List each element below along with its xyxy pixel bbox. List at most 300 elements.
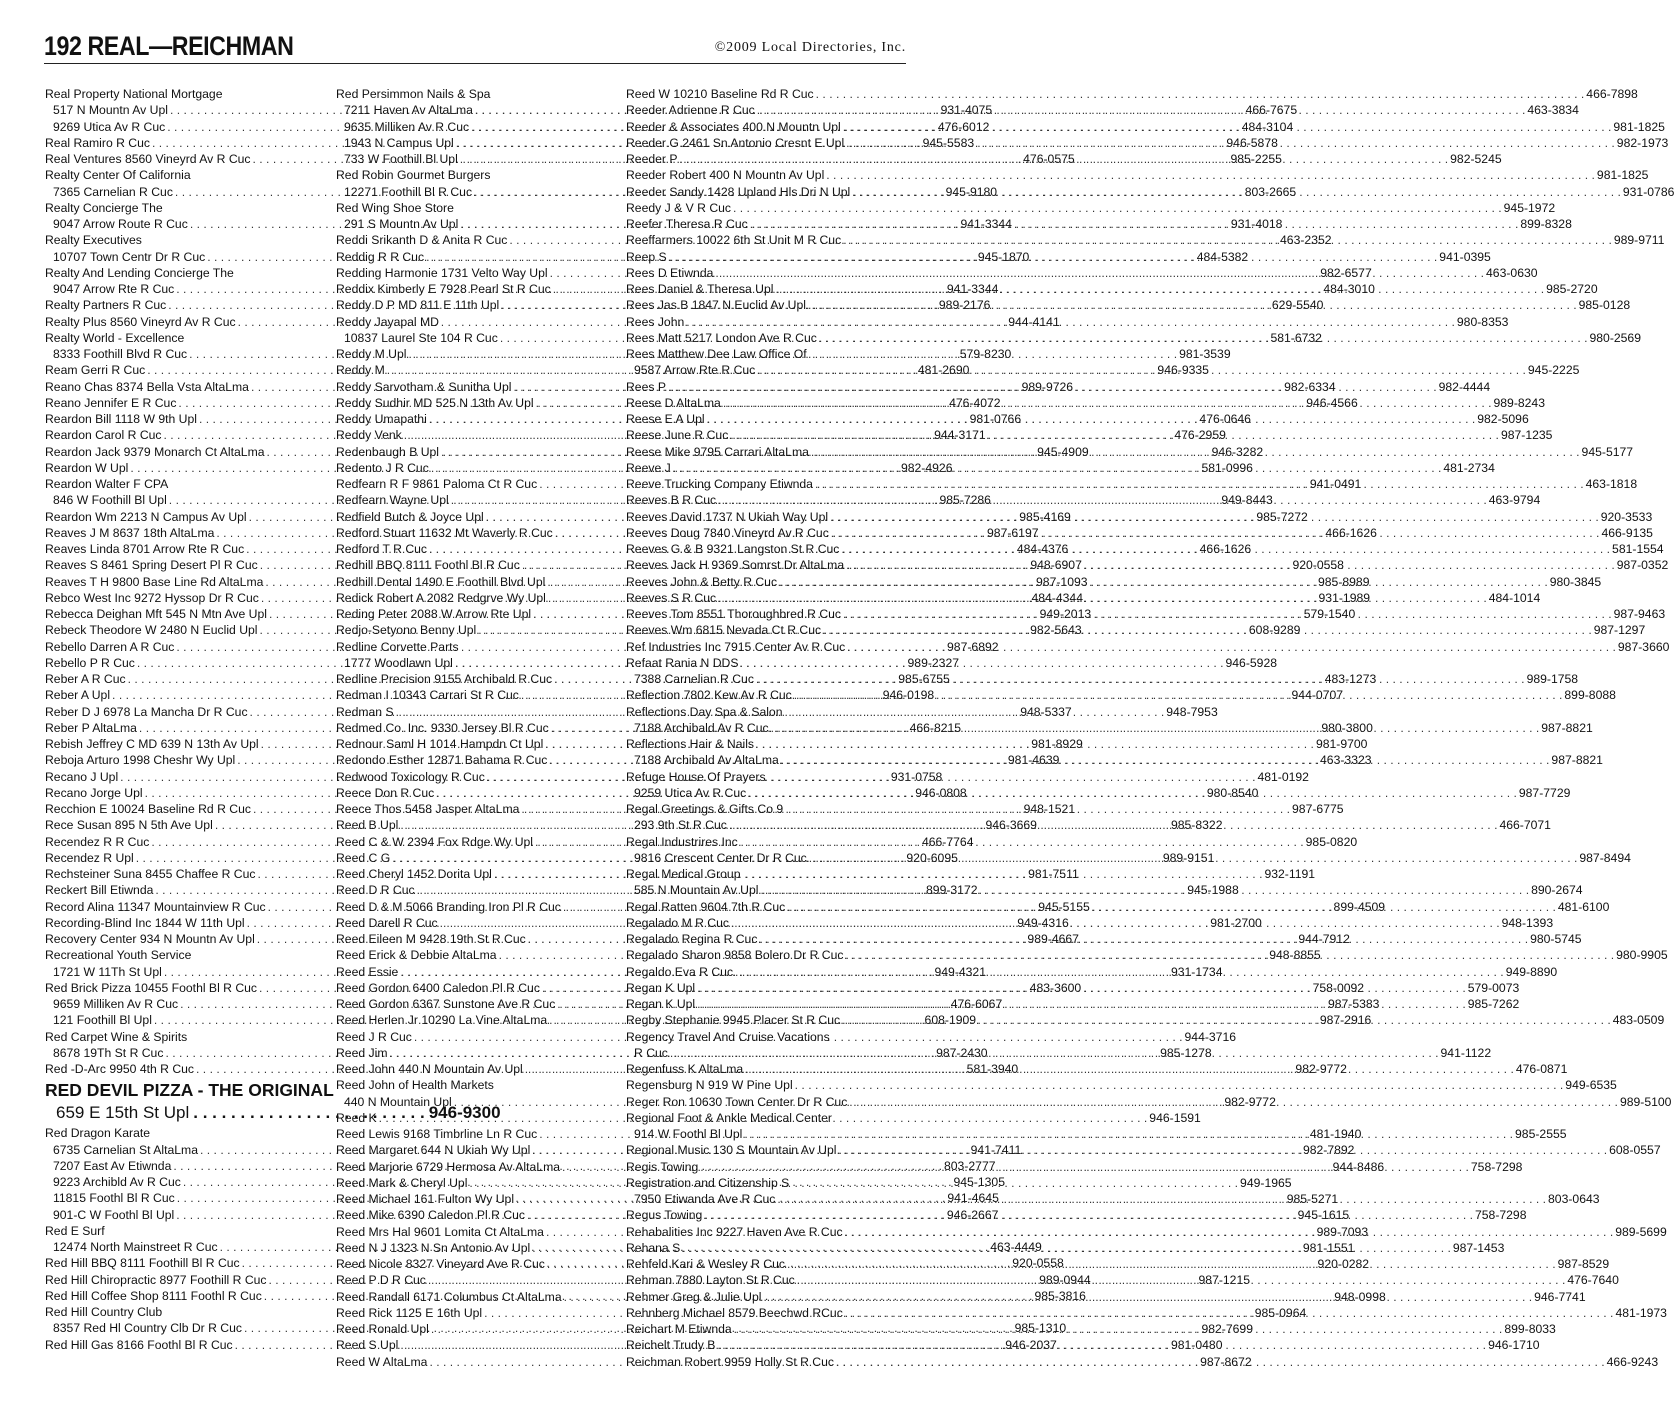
- listing-phone: 581-6732: [1270, 330, 1322, 345]
- listing-name: Reed D R Cuc: [336, 883, 415, 898]
- listing-name: Reed W 10210 Baseline Rd R Cuc: [626, 87, 814, 101]
- listing-phone: 989-2327: [907, 655, 960, 670]
- listing-name: Reaves Linda 8701 Arrow Rte R Cuc: [45, 542, 245, 556]
- listing-name: Reichelt Trudy B: [626, 1338, 716, 1353]
- dot-leader: [843, 1224, 1614, 1240]
- listing-phone: 980-2569: [1589, 330, 1641, 345]
- listing-name: Regaldo Eva R Cuc: [626, 964, 734, 979]
- listing-phone: 944-4141: [1008, 314, 1060, 329]
- listing-phone: 981-3539: [1179, 347, 1231, 361]
- listing-phone: 463-2352: [1280, 233, 1332, 248]
- listing-name: Reger Ron 10630 Town Center Dr R Cuc: [626, 1094, 848, 1109]
- listing-phone: 987-1215: [1198, 1273, 1251, 1288]
- listing-name: Reed Herlen Jr 10290 La Vine AltaLma: [336, 1013, 548, 1028]
- listing-phone: 946-9300: [428, 1103, 501, 1123]
- listing-name: Reed K: [336, 1110, 377, 1125]
- listing-name: Reichman Robert 9959 Holly St R Cuc: [626, 1354, 834, 1369]
- listing-name: Recendez R R Cuc: [45, 834, 150, 849]
- listing-phone: 989-7093: [1316, 1224, 1369, 1239]
- listing-name: Realty Partners R Cuc: [45, 298, 167, 313]
- listing-name: Reed Darell R Cuc: [336, 915, 438, 930]
- listing-phone: 985-1278: [1160, 1045, 1212, 1060]
- listing-phone: 981-1825: [1596, 168, 1649, 183]
- listing-name: Redwood Toxicology R Cuc: [336, 769, 485, 784]
- listing-name: Rehnberg Michael 8579 Beechwd RCuc: [626, 1305, 843, 1320]
- dot-leader: [824, 167, 1595, 183]
- listing-phone: 476-7640: [1567, 1273, 1619, 1288]
- listing-name: Reardon Jack 9379 Monarch Ct AltaLma: [45, 444, 265, 459]
- listing-heading: [45, 265, 316, 281]
- listing-address: 585 N Mountain Av Upl: [634, 883, 759, 898]
- listing-address: 8678 19Th St R Cuc: [53, 1045, 164, 1060]
- listing-phone: 981-0480: [1170, 1338, 1223, 1353]
- listing-name: Reddy D P MD 811 E 11th Upl: [336, 298, 500, 313]
- listing-phone: 987-1093: [1036, 574, 1088, 589]
- listing-name: Rebecca Deighan Mft 545 N Mtn Ave Upl: [45, 607, 267, 621]
- listing-name: Reeves B R Cuc: [626, 493, 717, 508]
- listing-heading: [626, 736, 897, 752]
- listing-phone: 987-1453: [1452, 1240, 1505, 1255]
- listing-name: Regus Towing: [626, 1208, 703, 1223]
- listing-name: Rebello Darren A R Cuc: [45, 639, 175, 654]
- listing-phone: 989-0944: [1039, 1272, 1091, 1287]
- listing-phone: 945-1615: [1297, 1208, 1350, 1223]
- listing-phone: 989-5699: [1615, 1224, 1667, 1239]
- listing-name: Reckert Bill Etiwnda: [45, 883, 154, 898]
- listing-phone: 989-9726: [1021, 379, 1074, 394]
- listing-name: Reber P AltaLma: [45, 720, 137, 735]
- listing-phone: 981-7511: [1028, 867, 1079, 881]
- listing-name: Regal Medical Group: [626, 867, 741, 881]
- listing-phone: 982-9772: [1224, 1094, 1276, 1109]
- listing-phone: 899-8328: [1520, 217, 1572, 231]
- listing-heading: [45, 1029, 316, 1045]
- listing-address: 291 S Mountn Av Upl: [344, 217, 459, 231]
- listing-phone: 987-8821: [1541, 720, 1593, 735]
- listing-heading: [626, 1029, 897, 1045]
- listing-phone: 463-3323: [1320, 753, 1372, 768]
- listing-phone: 948-6907: [1030, 558, 1082, 573]
- listing-phone: 948-5337: [1020, 704, 1072, 719]
- listing-heading: [336, 200, 607, 216]
- listing-phone: 946-1591: [1149, 1110, 1201, 1125]
- listing-name: Reed Eileen M 9428 19th St R Cuc: [336, 932, 526, 946]
- listing-name: Reece Don R Cuc: [336, 785, 435, 800]
- listing-name: Reeves Tom 8551 Thoroughbred R Cuc: [626, 607, 841, 621]
- listing-phone: 463-9794: [1488, 493, 1541, 508]
- listing-phone: 481-2690: [917, 363, 970, 378]
- listing-heading: [45, 200, 316, 216]
- listing-phone: 466-9243: [1606, 1354, 1659, 1369]
- listing-name: Red Hill Coffee Shop 8111 Foothl R Cuc: [45, 1288, 262, 1303]
- dot-leader: [829, 525, 1600, 541]
- listing-name: Reedy J & V R Cuc: [626, 200, 731, 215]
- listing-name: Regis Towing: [626, 1159, 699, 1174]
- listing-phone: 608-1909: [924, 1013, 977, 1028]
- listing-name: Reano Jennifer E R Cuc: [45, 395, 177, 410]
- listing-name: Record Alina 11347 Mountainview R Cuc: [45, 899, 266, 914]
- listing-phone: 945-5177: [1581, 444, 1634, 459]
- dot-leader: [748, 216, 1519, 232]
- listing-phone: 946-0808: [915, 785, 967, 800]
- dot-leader: [836, 1142, 1607, 1158]
- listing-phone: 985-1310: [1014, 1321, 1067, 1336]
- listing-name: Regency Travel And Cruise Vacations: [626, 1029, 830, 1044]
- listing-phone: 941-3344: [960, 217, 1012, 231]
- dot-leader: [755, 102, 1526, 118]
- listing-name: Reed Gordon 6367 Sunstone Ave R Cuc: [336, 997, 556, 1011]
- listing-heading: [336, 86, 607, 102]
- page-title: 192 REAL—REICHMAN: [44, 31, 294, 61]
- listing-name: Rebco West Inc 9272 Hyssop Dr R Cuc: [45, 590, 259, 605]
- dot-leader: [715, 1337, 1486, 1353]
- listing-phone: 945-5583: [922, 135, 975, 150]
- listing-name: Rees Jas B 1847 N Euclid Av Upl: [626, 298, 806, 313]
- listing-address: 7388 Carnelian R Cuc: [634, 672, 754, 686]
- listing-phone: 946-3282: [1211, 444, 1264, 459]
- dot-leader: [841, 232, 1612, 248]
- listing-phone: 989-4667: [1027, 932, 1079, 946]
- listing-phone: 481-1973: [1615, 1305, 1667, 1320]
- listing-name: Redhill Dental 1490 E Foothill Blvd Upl: [336, 574, 546, 589]
- listing-address: 8333 Foothill Blvd R Cuc: [53, 347, 188, 361]
- dot-leader: [695, 980, 1466, 996]
- listing-phone: 944-3171: [934, 428, 986, 443]
- listing-heading: [45, 476, 316, 492]
- listing-name: Regal Greetings & Gifts Co 9: [626, 802, 784, 816]
- listing-name: Rees P: [626, 379, 666, 394]
- listing-name: Reefer Theresa R Cuc: [626, 217, 748, 231]
- listing-entry: [626, 167, 1649, 183]
- listing-address: 9259 Utica Av R Cuc: [634, 785, 747, 800]
- listing-name: Regalado M R Cuc: [626, 915, 729, 930]
- listing-name: Red Carpet Wine & Spirits: [45, 1029, 188, 1044]
- listing-phone: 466-9135: [1601, 525, 1653, 540]
- listing-address: R Cuc: [634, 1045, 668, 1060]
- listing-phone: 484-3010: [1323, 282, 1375, 296]
- listing-name: Redman I 10343 Carrari St R Cuc: [336, 688, 519, 703]
- listing-name: Realty And Lending Concierge The: [45, 265, 234, 280]
- listing-entry: [626, 200, 1556, 216]
- listing-name: Reed Jim: [336, 1045, 388, 1060]
- listing-phone: 920-0282: [1317, 1257, 1370, 1271]
- listing-name: Redick Robert A 2082 Redgrve Wy Upl: [336, 590, 546, 605]
- listing-name: Reed Cheryl 1452 Dorita Upl: [336, 867, 492, 881]
- listing-name: Ream Gerri R Cuc: [45, 363, 146, 378]
- listing-name: Red Dragon Karate: [45, 1126, 151, 1141]
- dot-leader: [785, 899, 1556, 915]
- listing-phone: 982-9772: [1295, 1062, 1347, 1076]
- listing-phone: 985-3816: [1034, 1288, 1086, 1303]
- dot-leader: [729, 915, 1500, 931]
- listing-name: Reardon Bill 1118 W 9th Upl: [45, 412, 197, 426]
- listing-address: 7188 Archibald Av R Cuc: [634, 720, 769, 735]
- listing-phone: 981-2700: [1210, 915, 1262, 930]
- listing-address: 11815 Foothl Bl R Cuc: [53, 1191, 175, 1206]
- listing-phone: 920-6095: [906, 850, 958, 865]
- listing-phone: 948-8855: [1269, 948, 1321, 963]
- dot-leader: [727, 817, 1498, 833]
- listing-phone: 980-3800: [1321, 720, 1373, 735]
- listing-name: Reed Ronald Upl: [336, 1322, 429, 1336]
- listing-phone: 946-7741: [1534, 1289, 1586, 1304]
- listing-heading: [45, 1304, 316, 1320]
- listing-address: 10707 Town Centr Dr R Cuc: [53, 249, 206, 264]
- listing-name: Regional Foot & Ankle Medical Center: [626, 1110, 832, 1125]
- listing-name: Reed Marjorie 6729 Hermosa Av AltaLma: [336, 1159, 561, 1174]
- dot-leader: [834, 1354, 1605, 1370]
- listing-name: Reddig R R Cuc: [336, 249, 425, 264]
- listing-name: Reeder Robert 400 N Mountn Av Upl: [626, 168, 825, 183]
- listing-phone: 987-8672: [1200, 1354, 1252, 1369]
- listing-name: Reed N J 1323 N Sn Antonio Av Upl: [336, 1240, 531, 1255]
- listing-address: 9659 Milliken Av R Cuc: [53, 997, 179, 1011]
- listing-phone: 463-4449: [990, 1240, 1042, 1254]
- dot-leader: [843, 1305, 1614, 1321]
- dot-leader: [757, 931, 1528, 947]
- listing-name: Red -D-Arc 9950 4th R Cuc: [45, 1062, 195, 1076]
- listing-phone: 985-2720: [1546, 282, 1598, 296]
- listing-name: Reddy M Upl: [336, 347, 407, 361]
- dot-leader: [792, 687, 1563, 703]
- listing-name: Reano Chas 8374 Bella Vsta AltaLma: [45, 379, 249, 394]
- listing-phone: 758-7298: [1470, 1159, 1523, 1174]
- listing-phone: 481-2734: [1443, 460, 1495, 475]
- dot-leader: [732, 1321, 1503, 1337]
- listing-name: Rebish Jeffrey C MD 639 N 13th Av Upl: [45, 737, 259, 751]
- listing-address: 440 N Mountain Upl: [344, 1094, 452, 1109]
- listing-heading: [626, 866, 897, 882]
- listing-name: Red E Surf: [45, 1223, 105, 1238]
- listing-phone: 981-0766: [969, 412, 1022, 426]
- listing-phone: 985-4169: [1019, 509, 1071, 524]
- listing-name: Real Property National Mortgage: [45, 87, 223, 101]
- listing-phone: 987-1297: [1593, 623, 1646, 638]
- listing-name: Rehman 7880 Layton St R Cuc: [626, 1273, 795, 1288]
- listing-phone: 982-5096: [1477, 412, 1529, 426]
- listing-phone: 987-8821: [1551, 753, 1603, 768]
- listing-phone: 987-1235: [1500, 428, 1553, 443]
- listing-name: Reed W AltaLma: [336, 1354, 428, 1369]
- listing-heading: [45, 947, 316, 963]
- listing-phone: 949-8890: [1505, 964, 1558, 979]
- listing-phone: 466-7071: [1499, 818, 1551, 833]
- listing-address: 9047 Arrow Route R Cuc: [53, 217, 188, 231]
- dot-leader: [845, 639, 1616, 655]
- dot-leader: [821, 622, 1592, 638]
- dot-leader: [807, 850, 1578, 866]
- listing-phone: 484-1014: [1488, 590, 1541, 605]
- listing-name: Rebello P R Cuc: [45, 655, 135, 670]
- listing-name: Reflection 7802 Kew Av R Cuc: [626, 688, 792, 703]
- listing-name: Rehmer Greg & Julie Upl: [626, 1289, 762, 1304]
- listing-phone: 944-0707: [1291, 688, 1344, 703]
- listing-heading: [626, 1175, 897, 1191]
- listing-name: Realty Plus 8560 Vineyrd Av R Cuc: [45, 314, 236, 329]
- listing-phone: 944-7912: [1298, 932, 1350, 946]
- dot-leader: [721, 395, 1492, 411]
- dot-leader: [667, 249, 1438, 265]
- listing-phone: 890-2674: [1531, 883, 1583, 898]
- listing-name: Refaat Rania N DDS: [626, 655, 739, 670]
- listing-phone: 980-8353: [1456, 314, 1509, 329]
- listing-name: Redfearn R F 9861 Paloma Ct R Cuc: [336, 477, 538, 491]
- listing-heading: [626, 346, 897, 362]
- listing-phone: 579-0073: [1467, 980, 1520, 995]
- listing-name: Redline Corvette Parts: [336, 639, 459, 654]
- listing-name: Regensburg N 919 W Pine Upl: [626, 1078, 793, 1093]
- listing-entry: [626, 86, 1638, 102]
- listing-phone: 931-0758: [890, 769, 943, 784]
- listing-name: Reichart M Etiwnda: [626, 1322, 732, 1336]
- listing-name: Redhill BBQ 8111 Foothl Bl R Cuc: [336, 558, 520, 573]
- listing-phone: 946-9335: [1157, 363, 1209, 378]
- listing-name: Reeves S R Cuc: [626, 590, 717, 605]
- dot-leader: [844, 135, 1615, 151]
- listing-name: Reddy Venk: [336, 428, 402, 443]
- dot-leader: [761, 1289, 1532, 1305]
- listing-heading: [45, 167, 316, 183]
- listing-heading: [45, 86, 316, 102]
- listing-name: Recano J Upl: [45, 769, 119, 784]
- listing-phone: 985-8989: [1317, 574, 1370, 589]
- dot-leader: [713, 265, 1484, 281]
- copyright-notice: ©2009 Local Directories, Inc.: [714, 40, 906, 55]
- dot-leader: [769, 720, 1540, 736]
- listing-name: Red Brick Pizza 10455 Foothl Bl R Cuc: [45, 980, 258, 995]
- page-header: [44, 30, 906, 62]
- listing-phone: 941-0491: [1309, 477, 1362, 491]
- listing-name: Reese June R Cuc: [626, 428, 729, 443]
- listing-name: Rees John: [626, 314, 685, 329]
- listing-address: 8357 Red Hl Country Clb Dr R Cuc: [53, 1321, 242, 1336]
- listing-phone: 931-0786: [1622, 184, 1674, 199]
- dot-leader: [678, 151, 1449, 167]
- listing-name: Reddy M: [336, 363, 385, 378]
- listing-phone: 608-0557: [1609, 1143, 1661, 1158]
- listing-name: Reddix Kimberly E 7928 Pearl St R Cuc: [336, 282, 551, 296]
- listing-name: Reddy Umapathi: [336, 412, 427, 426]
- listing-address: 9047 Arrow Rte R Cuc: [53, 282, 175, 296]
- listing-phone: 985-0964: [1254, 1305, 1307, 1320]
- listing-phone: 483-0509: [1612, 1013, 1665, 1028]
- listing-heading: [336, 314, 607, 330]
- listing-address: 9635 Milliken Av R Cuc: [344, 119, 470, 134]
- listing-phone: 989-5100: [1619, 1094, 1672, 1109]
- listing-name: Realty Executives: [45, 233, 142, 248]
- listing-name: Rednour Saml H 1014 Hampdn Ct Upl: [336, 737, 544, 751]
- listing-name: Reeves G & B 9321 Langston St R Cuc: [626, 542, 840, 556]
- listing-name: Reflections Hair & Nails: [626, 737, 755, 751]
- listing-name: Refuge House Of Prayers: [626, 769, 766, 784]
- dot-leader: [813, 476, 1584, 492]
- listing-address: 293 9th St R Cuc: [634, 818, 727, 833]
- listing-name: Reddy Sudhir MD 525 N 13th Av Upl: [336, 395, 534, 410]
- listing-address: 1777 Woodlawn Upl: [344, 655, 453, 670]
- dot-leader: [671, 460, 1442, 476]
- listing-name: Reeves David 1737 N Ukiah Way Upl: [626, 509, 829, 524]
- listing-name: Rechsteiner Suna 8455 Chaffee R Cuc: [45, 867, 256, 881]
- listing-heading: [626, 801, 897, 817]
- listing-address: 659 E 15th St Upl: [56, 1103, 190, 1123]
- listing-name: Reed D & M 5066 Branding Iron Pl R Cuc: [336, 899, 561, 914]
- dot-leader: [809, 444, 1580, 460]
- dot-leader: [746, 785, 1517, 801]
- listing-phone: 982-1973: [1616, 135, 1669, 150]
- listing-phone: 946-1710: [1488, 1338, 1540, 1353]
- listing-phone: 987-6775: [1292, 802, 1344, 816]
- listing-name: Reed Erick & Debbie AltaLma: [336, 948, 497, 963]
- listing-phone: 985-0820: [1305, 834, 1358, 849]
- listing-name: Rehabalities Inc 9227 Haven Ave R Cuc: [626, 1224, 843, 1239]
- listing-name: Recendez R Upl: [45, 850, 134, 865]
- dot-leader: [695, 996, 1466, 1012]
- dot-leader: [680, 1240, 1451, 1256]
- listing-phone: 803-0643: [1548, 1192, 1600, 1206]
- listing-phone: 476-0646: [1199, 412, 1251, 426]
- listing-phone: 931-4075: [940, 103, 993, 118]
- listing-name: Reed Gordon 6400 Caledon Pl R Cuc: [336, 980, 540, 995]
- listing-name: Redfield Butch & Joyce Upl: [336, 509, 484, 524]
- listing-heading: [336, 639, 607, 655]
- listing-name: Recreational Youth Service: [45, 948, 192, 963]
- listing-address: 9587 Arrow Rte R Cuc: [634, 363, 756, 378]
- listing-name: Real Ramiro R Cuc: [45, 135, 150, 150]
- listing-phone: 949-4316: [1017, 915, 1069, 930]
- listing-address: 517 N Mountn Av Upl: [53, 103, 168, 118]
- listing-phone: 982-4926: [900, 460, 953, 475]
- listing-name: Rebeck Theodore W 2480 N Euclid Upl: [45, 623, 258, 638]
- listing-phone: 948-0998: [1334, 1289, 1386, 1304]
- listing-phone: 931-1734: [1170, 964, 1223, 979]
- listing-address: 733 W Foothill Bl Upl: [344, 152, 458, 166]
- listing-phone: 484-4376: [1016, 542, 1069, 556]
- listing-phone: 945-1972: [1503, 200, 1556, 215]
- listing-phone: 949-1965: [1240, 1175, 1292, 1190]
- listing-name: Reese Mike 9795 Carrari AltaLma: [626, 444, 809, 459]
- listing-phone: 948-1521: [1023, 802, 1076, 816]
- listing-heading: [45, 1223, 316, 1239]
- listing-phone: 941-1122: [1440, 1045, 1492, 1060]
- listing-name: Red Persimmon Nails & Spa: [336, 87, 491, 101]
- listing-phone: 945-9180: [945, 184, 998, 199]
- listing-name: Redondo Esther 12871 Bahama R Cuc: [336, 753, 548, 768]
- listing-name: Reed Rick 1125 E 16th Upl: [336, 1305, 483, 1320]
- listing-name: Reece Thos 5458 Jasper AltaLma: [336, 802, 520, 816]
- listing-phone: 981-1825: [1613, 119, 1665, 134]
- listing-name: Recchion E 10024 Baseline Rd R Cuc: [45, 802, 251, 816]
- dot-leader: [775, 1191, 1546, 1207]
- listing-name: Ref Industries Inc 7915 Center Av R Cuc: [626, 639, 846, 654]
- listing-name: Red Hill Gas 8166 Foothl Bl R Cuc: [45, 1337, 233, 1352]
- listing-address: 1721 W 11Th St Upl: [53, 964, 162, 979]
- listing-phone: 949-4321: [934, 964, 986, 979]
- listing-phone: 987-3660: [1617, 639, 1670, 654]
- dot-leader: [777, 574, 1548, 590]
- listing-name: Reeder G 2461 Sn Antonio Cresnt E Upl: [626, 135, 845, 150]
- dot-leader: [814, 86, 1585, 102]
- dot-leader: [754, 671, 1525, 687]
- listing-phone: 946-0198: [882, 688, 935, 703]
- listing-name: Rece Susan 895 N 5th Ave Upl: [45, 818, 213, 833]
- listing-name: Reed Lewis 9168 Timbrline Ln R Cuc: [336, 1127, 538, 1141]
- listing-name: Reese E A Upl: [626, 412, 705, 426]
- listing-name: Reeder Sandy 1428 Upland Hls Dri N Upl: [626, 184, 851, 199]
- listing-name: Reed Mike 6390 Caledon Pl R Cuc: [336, 1208, 526, 1223]
- listing-name: Realty Center Of California: [45, 168, 191, 183]
- listing-name: Reeves Doug 7840 Vineyrd Av R Cuc: [626, 525, 829, 540]
- display-ad-title: RED DEVIL PIZZA - THE ORIGINAL: [45, 1080, 334, 1101]
